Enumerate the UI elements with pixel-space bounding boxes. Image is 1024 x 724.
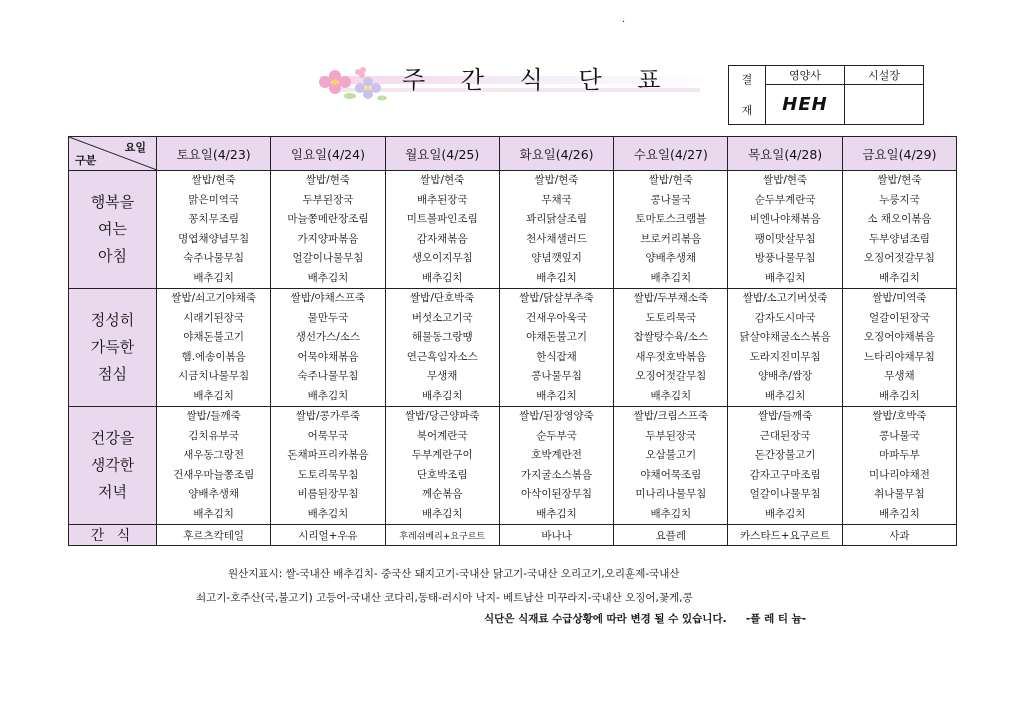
menu-cell [614, 407, 728, 525]
menu-item: 야채돈불고기 [183, 331, 245, 343]
menu-item: 오징어야채볶음 [863, 331, 935, 343]
menu-item: 도토리묵국 [645, 311, 697, 324]
menu-item: 해물동그랑땡 [411, 331, 473, 343]
menu-item: 양념깻잎지 [531, 252, 582, 264]
menu-item: 께순볶음 [421, 488, 463, 500]
menu-item: 배추김치 [650, 507, 692, 520]
menu-item: 배추김치 [536, 389, 577, 402]
approval-label-top: 결 [741, 73, 753, 86]
menu-cell [499, 407, 613, 525]
approval-box [728, 65, 924, 125]
approval-label-bottom: 재 [741, 104, 753, 117]
menu-item: 배추김치 [536, 507, 577, 520]
menu-item: 단호박조림 [416, 468, 468, 481]
meal-label-line: 아침 [98, 247, 127, 265]
menu-item: 감자고구마조림 [749, 468, 821, 481]
menu-item: 쌀밥/닭살부추죽 [519, 292, 594, 304]
menu-item: 도토리묵무침 [297, 468, 359, 481]
menu-item: 야채돈불고기 [526, 331, 587, 343]
meal-row [69, 289, 957, 407]
menu-item: 배추김치 [307, 507, 349, 520]
menu-item: 마파두부 [879, 449, 920, 461]
meal-label-line: 저녁 [98, 483, 127, 501]
menu-cell [499, 171, 613, 289]
menu-item: 비엔나야채볶음 [749, 213, 821, 225]
menu-item: 얼갈이된장국 [869, 311, 930, 324]
menu-cell [157, 407, 271, 525]
snack-item: 요플레 [614, 525, 728, 546]
menu-item: 토마토스크램블 [635, 213, 707, 225]
approval-col-nutritionist: 영양사 [766, 66, 845, 85]
menu-item: 양배추/쌈장 [758, 370, 813, 382]
menu-item: 미나리야채전 [869, 468, 930, 481]
approval-col-director: 시설장 [845, 66, 924, 85]
snack-item: 바나나 [499, 525, 613, 546]
snack-item: 후레쉬베리+요구르트 [385, 525, 499, 546]
menu-item: 누룽지국 [879, 193, 920, 206]
snack-item: 사과 [842, 525, 956, 546]
menu-item: 배추김치 [764, 389, 806, 402]
menu-item: 연근흑임자소스 [406, 350, 478, 363]
menu-item: 쌀밥/현죽 [191, 174, 236, 186]
table-corner [69, 137, 157, 171]
day-header: 토요일(4/23) [157, 137, 271, 171]
meal-label-line: 정성히 [90, 311, 135, 329]
menu-cell [271, 171, 385, 289]
menu-item: 순두부국 [536, 429, 577, 442]
menu-item: 쌀밥/된장영양죽 [519, 410, 594, 422]
approval-label [729, 66, 766, 125]
menu-item: 배추김치 [421, 389, 463, 402]
menu-item: 방풍나물무침 [754, 252, 816, 264]
menu-item: 양배추생채 [188, 488, 239, 500]
menu-cell [271, 289, 385, 407]
menu-item: 시래기된장국 [183, 311, 245, 324]
approval-signature-director [845, 85, 924, 125]
menu-item: 근대된장국 [759, 429, 811, 442]
menu-cell [842, 171, 956, 289]
menu-item: 쌀밥/현죽 [534, 174, 579, 186]
menu-cell [614, 171, 728, 289]
meal-label-line: 생각한 [90, 456, 135, 474]
menu-item: 쌀밥/콩가루죽 [295, 410, 361, 422]
menu-item: 배추김치 [307, 389, 349, 402]
menu-item: 두부계란구이 [411, 449, 473, 461]
menu-item: 미나리나물무침 [635, 488, 707, 500]
menu-cell [614, 289, 728, 407]
menu-cell [728, 289, 842, 407]
menu-item: 생오이지무침 [411, 252, 473, 264]
menu-item: 무생채 [427, 370, 458, 382]
menu-item: 쌀밥/들깨죽 [186, 410, 241, 422]
meal-label [69, 407, 157, 525]
menu-cell [157, 289, 271, 407]
menu-item: 배추김치 [650, 389, 692, 402]
menu-item: 두부된장국 [645, 429, 697, 442]
menu-item: 북어계란국 [416, 429, 468, 442]
menu-cell [385, 171, 499, 289]
menu-item: 가지굴소스볶음 [521, 468, 593, 481]
menu-item: 쌀밥/두부채소죽 [633, 292, 709, 304]
menu-item: 감자채볶음 [416, 232, 468, 245]
menu-item: 쌀밥/현죽 [420, 174, 465, 186]
meal-row [69, 407, 957, 525]
menu-item: 마늘쫑메란장조림 [287, 213, 369, 225]
menu-item: 쌀밥/소고기버섯죽 [742, 292, 828, 304]
menu-item: 브로커리볶음 [640, 232, 702, 245]
menu-item: 쌀밥/호박죽 [872, 410, 927, 422]
meal-label-line: 점심 [98, 365, 127, 383]
corner-day-label: 요일 [124, 141, 146, 154]
menu-item: 배추김치 [879, 271, 920, 284]
menu-item: 쌀밥/들깨죽 [758, 410, 813, 422]
menu-item: 호박계란전 [531, 449, 582, 461]
menu-item: 느타리야채무침 [863, 350, 935, 363]
snack-item: 카스타드+요구르트 [728, 525, 842, 546]
snack-label: 간 식 [69, 525, 157, 546]
meal-label [69, 289, 157, 407]
menu-item: 두부된장국 [302, 193, 354, 206]
top-mark: . [622, 14, 626, 25]
menu-item: 얼갈이나물무침 [292, 252, 364, 264]
day-header: 수요일(4/27) [614, 137, 728, 171]
menu-item: 쌀밥/현죽 [305, 174, 350, 186]
menu-item: 야채어묵조림 [640, 468, 702, 481]
menu-item: 배추김치 [193, 271, 234, 284]
menu-item: 배추김치 [193, 507, 234, 520]
menu-item: 닭살야채굴소스볶음 [739, 331, 831, 343]
menu-item: 김치유부국 [188, 429, 239, 442]
menu-item: 한식잡채 [536, 350, 577, 363]
menu-cell [271, 407, 385, 525]
menu-item: 배추된장국 [416, 193, 468, 206]
menu-item: 쌀밥/현죽 [763, 174, 808, 186]
menu-item: 생선가스/소스 [295, 331, 361, 343]
menu-item: 미트볼파인조림 [406, 213, 478, 225]
menu-item: 어묵무국 [307, 429, 349, 442]
menu-cell [728, 407, 842, 525]
notice-row [484, 611, 806, 626]
meal-label-line: 가득한 [90, 338, 135, 356]
menu-item: 쌀밥/크림스프죽 [633, 410, 709, 422]
menu-item: 양배추생채 [645, 252, 697, 264]
menu-item: 햄.에송이볶음 [181, 350, 246, 363]
menu-item: 쌀밥/단호박죽 [410, 292, 475, 304]
menu-cell [385, 289, 499, 407]
menu-item: 배추김치 [764, 507, 806, 520]
origin-line-2: 쇠고기-호주산(국,불고기) 고등어-국내산 코다리,동태-러시아 낙지- 베트남산 미꾸라지-국내산 오징어,꽃게,콩 [196, 592, 693, 604]
menu-item: 찹쌀탕수육/소스 [633, 331, 709, 343]
menu-item: 콩나물무침 [531, 370, 582, 382]
menu-item: 건새우마늘쫑조림 [173, 468, 255, 481]
menu-item: 쌀밥/미역죽 [872, 292, 927, 304]
signature: HEH [782, 94, 828, 116]
meal-label-line: 여는 [98, 220, 127, 238]
meal-label-line: 건강을 [90, 429, 135, 447]
snack-row [69, 525, 957, 546]
menu-item: 쌀밥/야채스프죽 [290, 292, 366, 304]
brand-name: -플 레 티 늄- [745, 613, 807, 625]
menu-item: 쌀밥/현죽 [648, 174, 693, 186]
menu-item: 소 채오이볶음 [867, 213, 932, 225]
day-header: 월요일(4/25) [385, 137, 499, 171]
snack-item: 후르츠칵테일 [157, 525, 271, 546]
menu-item: 배추김치 [764, 271, 806, 284]
meal-label-line: 행복을 [90, 193, 135, 211]
menu-item: 도라지진미무침 [749, 350, 821, 363]
day-header: 금요일(4/29) [842, 137, 956, 171]
menu-item: 버섯소고기국 [411, 311, 473, 324]
day-header: 일요일(4/24) [271, 137, 385, 171]
weekly-menu-table [68, 136, 957, 546]
menu-item: 새우동그랑전 [183, 449, 245, 461]
menu-item: 두부양념조림 [869, 232, 930, 245]
day-header: 화요일(4/26) [499, 137, 613, 171]
menu-item: 무채국 [541, 193, 572, 206]
menu-item: 배추김치 [421, 507, 463, 520]
menu-item: 쌀밥/현죽 [877, 174, 922, 186]
menu-item: 가지양파볶음 [297, 232, 359, 245]
snack-item: 시리얼+우유 [271, 525, 385, 546]
menu-item: 어묵야채볶음 [297, 350, 359, 363]
menu-item: 배추김치 [536, 271, 577, 284]
page-title: 주 간 식 단 표 [402, 66, 675, 94]
menu-item: 숙주나물무침 [183, 252, 245, 264]
menu-item: 오징어젓갈무침 [863, 252, 935, 264]
corner-category-label: 구분 [75, 154, 97, 167]
menu-change-notice: 식단은 식재료 수급상황에 따라 변경 될 수 있습니다. [484, 613, 727, 625]
menu-item: 배추김치 [193, 389, 234, 402]
menu-item: 배추김치 [307, 271, 349, 284]
menu-item: 오징어젓갈무침 [635, 370, 707, 382]
menu-cell [728, 171, 842, 289]
menu-item: 무생채 [884, 370, 915, 382]
menu-item: 쌀밥/쇠고기야채죽 [171, 292, 256, 304]
meal-row [69, 171, 957, 289]
menu-item: 맑은미역국 [188, 193, 239, 206]
menu-item: 배추김치 [421, 271, 463, 284]
menu-item: 꽈리닭살조림 [526, 213, 587, 225]
menu-cell [157, 171, 271, 289]
menu-item: 돈채파프리카볶음 [287, 449, 369, 461]
meal-label [69, 171, 157, 289]
menu-item: 명엽채양념무침 [178, 232, 250, 245]
menu-cell [385, 407, 499, 525]
menu-cell [842, 407, 956, 525]
menu-item: 천사채샐러드 [526, 232, 587, 245]
menu-item: 오삼불고기 [645, 449, 697, 461]
menu-item: 쌀밥/당근양파죽 [404, 410, 480, 422]
menu-cell [842, 289, 956, 407]
origin-line-1: 원산지표시: 쌀-국내산 배추김치- 중국산 돼지고기-국내산 닭고기-국내산 오리고기,오리훈제-국내산 [228, 568, 680, 580]
menu-item: 콩나물국 [879, 429, 920, 442]
menu-item: 비름된장무침 [297, 488, 359, 500]
menu-item: 감자도시마국 [754, 311, 816, 324]
menu-item: 돈간장불고기 [754, 449, 816, 461]
menu-item: 팽이맛살무침 [754, 232, 816, 245]
menu-item: 취나물무침 [874, 488, 925, 500]
day-header: 목요일(4/28) [728, 137, 842, 171]
menu-item: 물만두국 [307, 311, 349, 324]
menu-item: 배추김치 [879, 389, 920, 402]
menu-cell [499, 289, 613, 407]
menu-item: 숙주나물무침 [297, 370, 359, 382]
menu-item: 꽁치무조림 [188, 213, 239, 225]
menu-item: 순두부계란국 [754, 193, 816, 206]
menu-item: 콩나물국 [650, 193, 692, 206]
menu-item: 새우젓호박볶음 [635, 350, 707, 363]
menu-item: 배추김치 [879, 507, 920, 520]
menu-item: 건새우아욱국 [526, 311, 587, 324]
menu-item: 시금치나물무침 [178, 370, 250, 382]
menu-item: 아삭이된장무침 [521, 488, 593, 500]
menu-item: 얼갈이나물무침 [749, 488, 821, 500]
approval-signature-nutritionist [766, 85, 845, 125]
menu-item: 배추김치 [650, 271, 692, 284]
